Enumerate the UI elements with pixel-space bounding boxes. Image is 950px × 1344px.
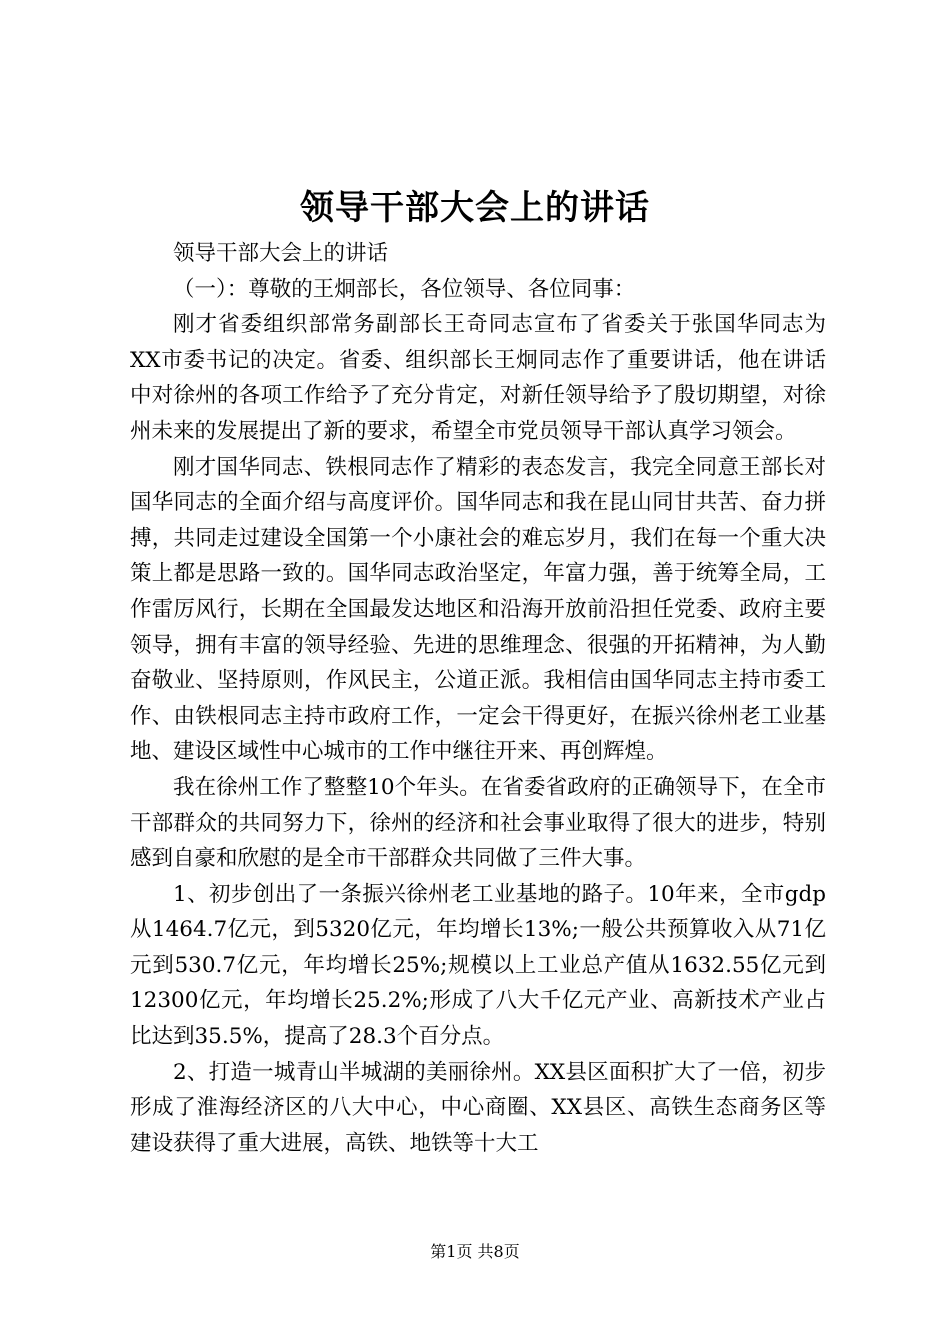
paragraph-subtitle: 领导干部大会上的讲话 (173, 241, 389, 266)
paragraph: 刚才省委组织部常务副部长王奇同志宣布了省委关于张国华同志为XX市委书记的决定。省委、组织部长王炯同志作了重要讲话，他在讲话中对徐州的各项工作给予了充分肯定，对新任领导给予了殷切期望，对徐州未来的发展提出了新的要求，希望全市党员领导干部认真学习领会。 (130, 312, 826, 444)
document-title: 领导干部大会上的讲话 (300, 188, 650, 228)
paragraph-salutation: （一）：尊敬的王炯部长，各位领导、各位同事： (173, 276, 636, 302)
paragraph: 我在徐州工作了整整10个年头。在省委省政府的正确领导下，在全市干部群众的共同努力下，徐州的经济和社会事业取得了很大的进步，特别感到自豪和欣慰的是全市干部群众共同做了三件大事。 (130, 774, 826, 872)
paragraph: 刚才国华同志、铁根同志作了精彩的表态发言，我完全同意王部长对国华同志的全面介绍与高度评价。国华同志和我在昆山同甘共苦、奋力拼搏，共同走过建设全国第一个小康社会的难忘岁月，我们在每一个重大决策上都是思路一致的。国华同志政治坚定，年富力强，善于统筹全局，工作雷厉风行，长期在全国最发达地区和沿海开放前沿担任党委、政府主要领导，拥有丰富的领导经验、先进的思维理念、很强的开拓精神，为人勤奋敬业、坚持原则，作风民主，公道正派。我相信由国华同志主持市委工作、由铁根同志主持市政府工作，一定会干得更好，在振兴徐州老工业基地、建设区域性中心城市的工作中继往开来、再创辉煌。 (130, 454, 826, 765)
paragraph: 2、打造一城青山半城湖的美丽徐州。XX县区面积扩大了一倍，初步形成了淮海经济区的八大中心，中心商圈、XX县区、高铁生态商务区等建设获得了重大进展，高铁、地铁等十大工 (130, 1059, 826, 1156)
paragraph: 1、初步创出了一条振兴徐州老工业基地的路子。10年来，全市gdp从1464.7亿元，到5320亿元，年均增长13%;一般公共预算收入从71亿元到530.7亿元，年均增长25%;规模以上工业总产值从1632.55亿元到12300亿元，年均增长25.2%;形成了八大千亿元产业、高新技术产业占比达到35.5%，提高了28.3个百分点。 (130, 881, 826, 1050)
document-body (130, 236, 826, 1161)
page-footer: 第1页 共8页 (430, 1242, 520, 1261)
